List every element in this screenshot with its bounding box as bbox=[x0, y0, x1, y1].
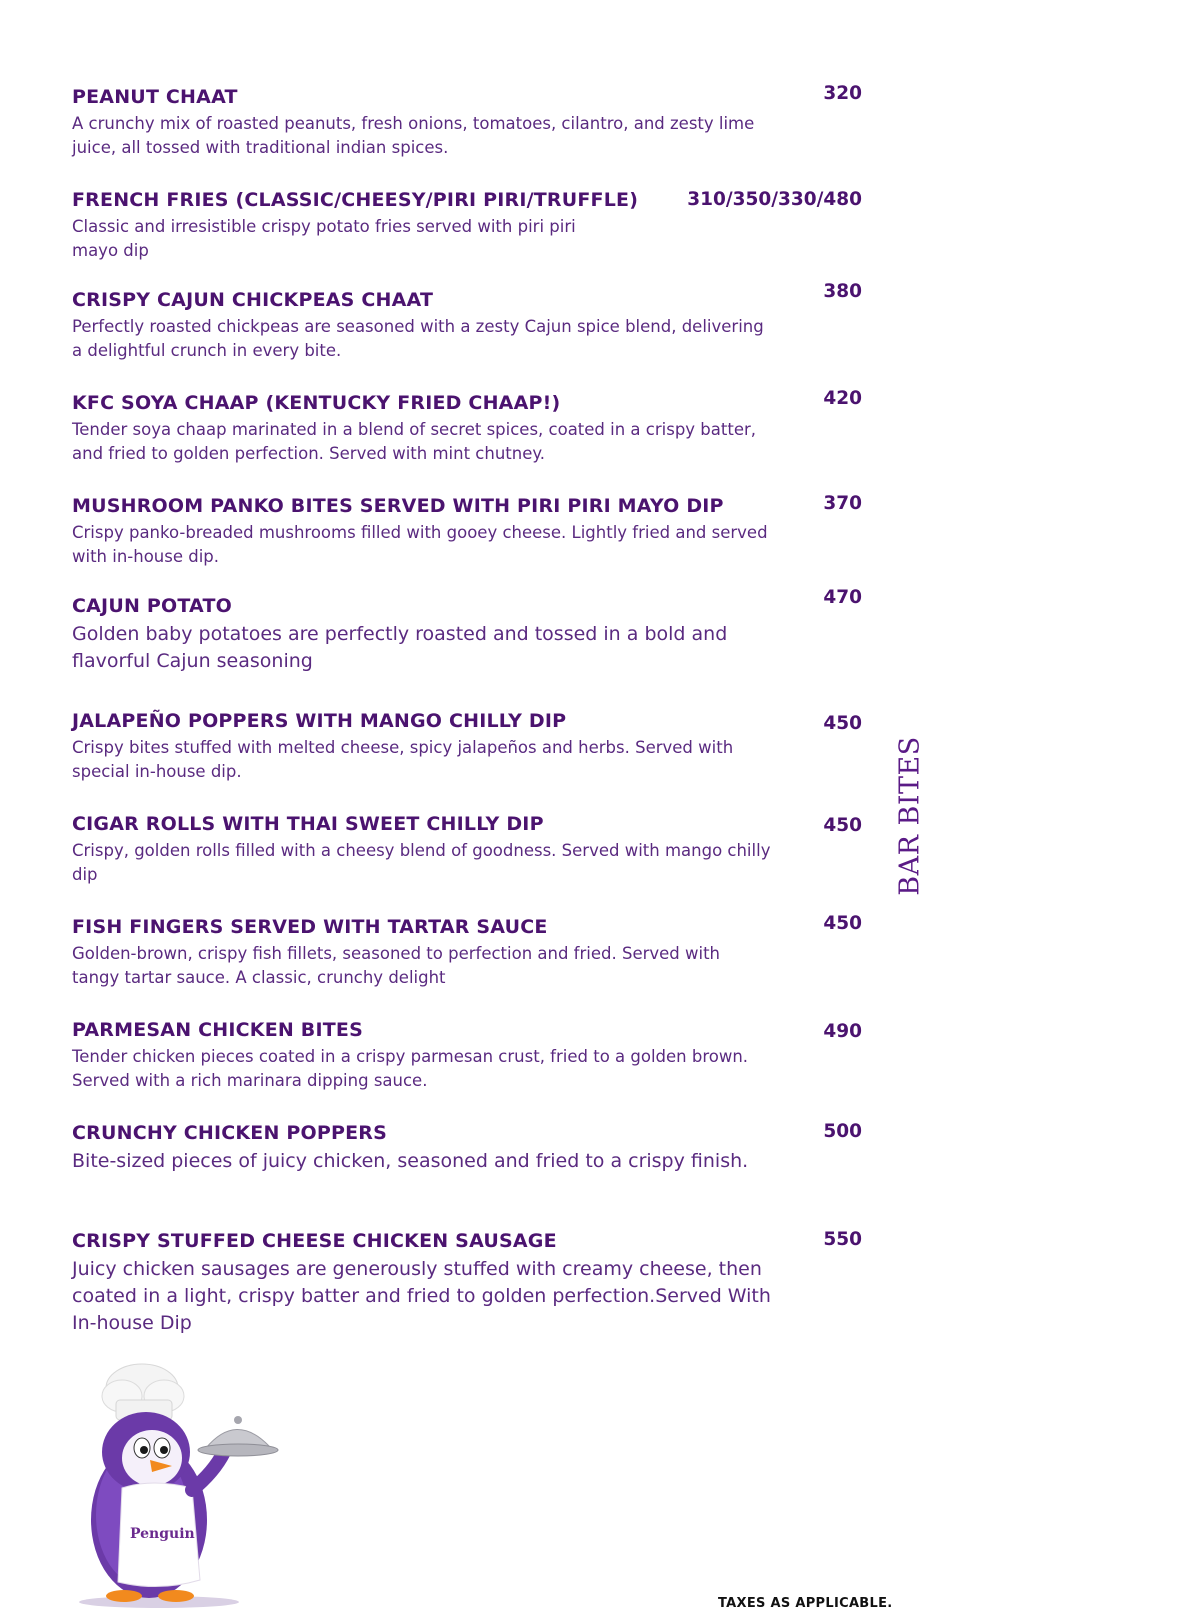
item-description: Golden baby potatoes are perfectly roasted and tossed in a bold and flavorful Cajun seasoning bbox=[72, 623, 728, 672]
item-description: Juicy chicken sausages are generously stuffed with creamy cheese, then coated in a light, crispy batter and fried to golden perfection.Served With In-house Dip bbox=[72, 1258, 771, 1334]
taxes-note: TAXES AS APPLICABLE. bbox=[718, 1596, 893, 1611]
mascot-brand-text: Penguin bbox=[130, 1526, 195, 1542]
item-name: FRENCH FRIES (CLASSIC/CHEESY/PIRI PIRI/TRUFFLE) bbox=[72, 189, 639, 211]
item-description: Classic and irresistible crispy potato fries served with piri piri mayo dip bbox=[72, 217, 576, 260]
menu-item bbox=[72, 189, 862, 263]
item-description: Golden-brown, crispy fish fillets, seasoned to perfection and fried. Served with tangy tartar sauce. A classic, crunchy delight bbox=[72, 944, 721, 987]
menu-item bbox=[72, 1230, 862, 1337]
item-name: CRISPY CAJUN CHICKPEAS CHAAT bbox=[72, 289, 434, 311]
item-name: MUSHROOM PANKO BITES SERVED WITH PIRI PIRI MAYO DIP bbox=[72, 495, 724, 517]
menu-item bbox=[72, 913, 862, 990]
menu-item bbox=[72, 281, 862, 363]
item-price: 370 bbox=[823, 493, 862, 514]
section-title bbox=[890, 738, 930, 894]
penguin-chef-mascot-icon bbox=[64, 1360, 300, 1610]
menu-item bbox=[72, 1019, 862, 1093]
menu-item bbox=[72, 710, 862, 784]
item-name: PARMESAN CHICKEN BITES bbox=[72, 1019, 363, 1041]
item-name: CAJUN POTATO bbox=[72, 595, 232, 617]
item-price: 550 bbox=[823, 1229, 862, 1250]
item-description: Tender soya chaap marinated in a blend of secret spices, coated in a crispy batter, and fried to golden perfection. Served with mint chutney. bbox=[72, 420, 757, 463]
item-name: CIGAR ROLLS WITH THAI SWEET CHILLY DIP bbox=[72, 813, 544, 835]
item-name: CRISPY STUFFED CHEESE CHICKEN SAUSAGE bbox=[72, 1230, 557, 1252]
menu-item bbox=[72, 587, 862, 675]
item-price: 450 bbox=[823, 713, 862, 734]
item-price: 500 bbox=[823, 1121, 862, 1142]
item-name: JALAPEÑO POPPERS WITH MANGO CHILLY DIP bbox=[72, 710, 567, 732]
menu-item bbox=[72, 83, 862, 160]
item-description: Crispy panko-breaded mushrooms filled with gooey cheese. Lightly fried and served with in-house dip. bbox=[72, 523, 768, 566]
menu-item bbox=[72, 813, 862, 887]
item-price: 490 bbox=[823, 1021, 862, 1042]
section-title-text: BAR BITES bbox=[894, 736, 926, 896]
item-description: Bite-sized pieces of juicy chicken, seasoned and fried to a crispy finish. bbox=[72, 1150, 749, 1172]
item-price: 470 bbox=[823, 587, 862, 608]
menu-item bbox=[72, 388, 862, 466]
item-price: 320 bbox=[823, 83, 862, 104]
item-description: Crispy, golden rolls filled with a cheesy blend of goodness. Served with mango chilly dip bbox=[72, 841, 771, 884]
item-price: 380 bbox=[823, 281, 862, 302]
item-price: 450 bbox=[823, 913, 862, 934]
item-name: FISH FINGERS SERVED WITH TARTAR SAUCE bbox=[72, 916, 548, 938]
menu-item bbox=[72, 495, 862, 569]
item-price: 310/350/330/480 bbox=[687, 189, 862, 210]
item-description: Perfectly roasted chickpeas are seasoned with a zesty Cajun spice blend, delivering a delightful crunch in every bite. bbox=[72, 317, 764, 360]
item-description: Tender chicken pieces coated in a crispy parmesan crust, fried to a golden brown. Served with a rich marinara dipping sauce. bbox=[72, 1047, 749, 1090]
item-description: A crunchy mix of roasted peanuts, fresh onions, tomatoes, cilantro, and zesty lime juice, all tossed with traditional indian spices. bbox=[72, 114, 755, 157]
item-description: Crispy bites stuffed with melted cheese, spicy jalapeños and herbs. Served with special in-house dip. bbox=[72, 738, 734, 781]
item-name: KFC SOYA CHAAP (KENTUCKY FRIED CHAAP!) bbox=[72, 392, 561, 414]
item-name: PEANUT CHAAT bbox=[72, 86, 238, 108]
item-price: 420 bbox=[823, 388, 862, 409]
menu-item bbox=[72, 1122, 862, 1175]
item-name: CRUNCHY CHICKEN POPPERS bbox=[72, 1122, 388, 1144]
item-price: 450 bbox=[823, 815, 862, 836]
